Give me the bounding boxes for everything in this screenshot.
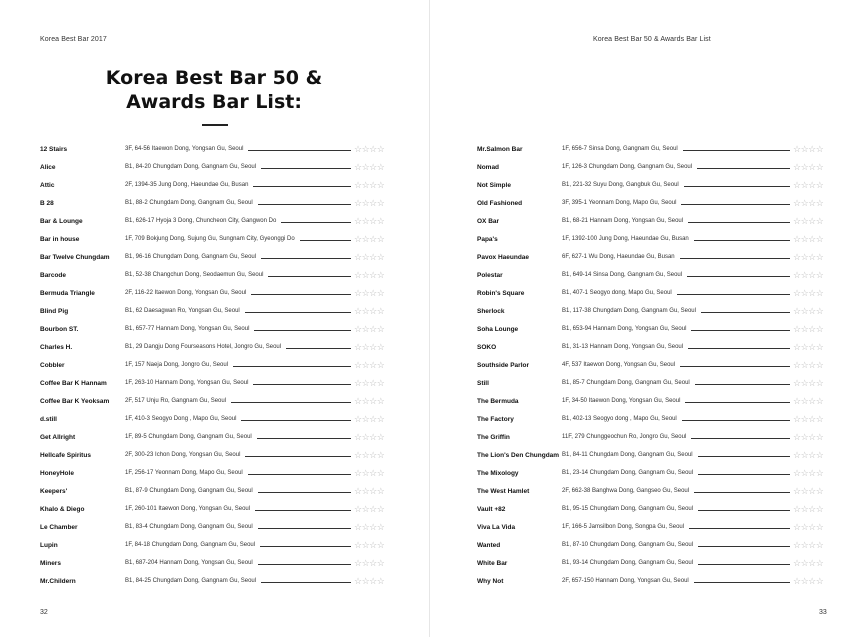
bar-address: B1, 84-20 Chungdam Dong, Gangnam Gu, Seoul <box>125 164 257 170</box>
bar-address: 2F, 300-23 Ichon Dong, Yongsan Gu, Seoul <box>125 452 241 458</box>
bar-name: The West Hamlet <box>477 488 530 495</box>
bar-name: 12 Stairs <box>40 146 68 153</box>
bar-address: 1F, 84-18 Chungdam Dong, Gangnam Gu, Seoul <box>125 542 256 548</box>
bar-row <box>0 449 430 463</box>
bar-row <box>430 143 860 157</box>
bar-row <box>430 557 860 571</box>
bar-row <box>0 485 430 499</box>
bar-name: Soha Lounge <box>477 326 519 333</box>
leader-line <box>253 384 351 385</box>
bar-name: Pavox Haeundae <box>477 254 530 261</box>
leader-line <box>691 330 790 331</box>
rating-stars-icon: ☆☆☆☆ <box>793 360 824 370</box>
bar-address: B1, 407-1 Seogyo dong, Mapo Gu, Seoul <box>562 290 672 296</box>
bar-row <box>0 269 430 283</box>
leader-line <box>688 222 790 223</box>
bar-address: B1, 84-11 Chungdam Dong, Gangnam Gu, Seoul <box>562 452 693 458</box>
leader-line <box>258 564 351 565</box>
bar-address: B1, 88-2 Chungdam Dong, Gangnam Gu, Seoul <box>125 200 253 206</box>
bar-address: B1, 84-25 Chungdam Dong, Gangnam Gu, Seoul <box>125 578 257 584</box>
bar-name: Le Chamber <box>40 524 78 531</box>
rating-stars-icon: ☆☆☆☆ <box>793 324 824 334</box>
bar-row <box>0 395 430 409</box>
bar-name: Get Allright <box>40 434 76 441</box>
leader-line <box>258 492 351 493</box>
bar-name: Vault +82 <box>477 506 506 513</box>
bar-address: 6F, 627-1 Wu Dong, Haeundae Gu, Busan <box>562 254 675 260</box>
leader-line <box>248 474 351 475</box>
bar-address: 2F, 662-38 Banghwa Dong, Gangseo Gu, Seoul <box>562 488 690 494</box>
bar-row <box>0 143 430 157</box>
bar-row <box>430 251 860 265</box>
bar-row <box>0 413 430 427</box>
rating-stars-icon: ☆☆☆☆ <box>793 288 824 298</box>
page-number-right: 33 <box>819 609 827 616</box>
leader-line <box>245 312 351 313</box>
bar-address: 3F, 395-1 Yeonnam Dong, Mapo Gu, Seoul <box>562 200 677 206</box>
title-line-1: Korea Best Bar 50 & <box>105 67 323 89</box>
bar-row <box>0 287 430 301</box>
bar-row <box>0 197 430 211</box>
bar-row <box>430 431 860 445</box>
leader-line <box>681 204 790 205</box>
bar-name: Mr.Childern <box>40 578 76 585</box>
leader-line <box>694 492 790 493</box>
bar-name: d.still <box>40 416 57 423</box>
bar-address: 3F, 64-56 Itaewon Dong, Yongsan Gu, Seoul <box>125 146 244 152</box>
bar-name: Polestar <box>477 272 503 279</box>
right-page <box>430 0 860 637</box>
bar-name: The Mixology <box>477 470 519 477</box>
leader-line <box>254 330 351 331</box>
bar-name: Miners <box>40 560 61 567</box>
leader-line <box>694 240 790 241</box>
rating-stars-icon: ☆☆☆☆ <box>354 342 385 352</box>
bar-row <box>0 179 430 193</box>
bar-address: B1, 402-13 Seogyo dong , Mapo Gu, Seoul <box>562 416 677 422</box>
rating-stars-icon: ☆☆☆☆ <box>354 162 385 172</box>
bar-name: White Bar <box>477 560 508 567</box>
bar-row <box>0 233 430 247</box>
rating-stars-icon: ☆☆☆☆ <box>793 180 824 190</box>
leader-line <box>251 294 351 295</box>
rating-stars-icon: ☆☆☆☆ <box>793 558 824 568</box>
leader-line <box>689 528 790 529</box>
leader-line <box>300 240 351 241</box>
bar-address: 1F, 256-17 Yeonnam Dong, Mapo Gu, Seoul <box>125 470 243 476</box>
leader-line <box>687 276 790 277</box>
leader-line <box>688 348 790 349</box>
rating-stars-icon: ☆☆☆☆ <box>354 468 385 478</box>
leader-line <box>682 420 790 421</box>
bar-row <box>0 575 430 589</box>
bar-name: Bourbon ST. <box>40 326 79 333</box>
leader-line <box>261 168 351 169</box>
bar-row <box>430 377 860 391</box>
bar-name: Coffee Bar K Hannam <box>40 380 107 387</box>
rating-stars-icon: ☆☆☆☆ <box>793 522 824 532</box>
rating-stars-icon: ☆☆☆☆ <box>354 216 385 226</box>
bar-address: 1F, 263-10 Hannam Dong, Yongsan Gu, Seoul <box>125 380 249 386</box>
rating-stars-icon: ☆☆☆☆ <box>793 450 824 460</box>
rating-stars-icon: ☆☆☆☆ <box>793 162 824 172</box>
rating-stars-icon: ☆☆☆☆ <box>793 378 824 388</box>
bar-row <box>430 485 860 499</box>
bar-row <box>430 467 860 481</box>
bar-row <box>430 521 860 535</box>
bar-name: HoneyHole <box>40 470 74 477</box>
bar-address: B1, 23-14 Chungdam Dong, Gangnam Gu, Seoul <box>562 470 694 476</box>
bar-name: Lupin <box>40 542 58 549</box>
bar-address: 2F, 517 Unju Ro, Gangnam Gu, Seoul <box>125 398 227 404</box>
bar-name: OX Bar <box>477 218 500 225</box>
bar-row <box>0 323 430 337</box>
bar-name: The Griffin <box>477 434 510 441</box>
bar-row <box>430 503 860 517</box>
bar-name: Viva La Vida <box>477 524 516 531</box>
leader-line <box>286 348 351 349</box>
running-head-right: Korea Best Bar 50 & Awards Bar List <box>593 36 711 43</box>
bar-row <box>0 557 430 571</box>
leader-line <box>248 150 351 151</box>
bar-address: 1F, 34-50 Itaewon Dong, Yongsan Gu, Seoul <box>562 398 681 404</box>
rating-stars-icon: ☆☆☆☆ <box>793 234 824 244</box>
bar-name: The Lion's Den Chungdam <box>477 452 560 459</box>
bar-row <box>430 413 860 427</box>
leader-line <box>261 582 351 583</box>
leader-line <box>677 294 790 295</box>
leader-line <box>698 510 790 511</box>
bar-row <box>430 359 860 373</box>
bar-name: The Bermuda <box>477 398 519 405</box>
bar-row <box>430 575 860 589</box>
rating-stars-icon: ☆☆☆☆ <box>354 504 385 514</box>
leader-line <box>697 168 790 169</box>
bar-row <box>430 161 860 175</box>
bar-address: 1F, 126-3 Chungdam Dong, Gangnam Gu, Seoul <box>562 164 693 170</box>
bar-address: B1, 29 Dangju Dong Fourseasons Hotel, Jongro Gu, Seoul <box>125 344 282 350</box>
rating-stars-icon: ☆☆☆☆ <box>793 216 824 226</box>
leader-line <box>698 474 790 475</box>
leader-line <box>683 150 790 151</box>
page-number-left: 32 <box>40 609 48 616</box>
leader-line <box>691 438 790 439</box>
bar-name: SOKO <box>477 344 497 351</box>
rating-stars-icon: ☆☆☆☆ <box>354 576 385 586</box>
bar-address: 2F, 657-150 Hannam Dong, Yongsan Gu, Seoul <box>562 578 689 584</box>
leader-line <box>698 456 790 457</box>
bar-address: B1, 62 Daesagwan Ro, Yongsan Gu, Seoul <box>125 308 240 314</box>
rating-stars-icon: ☆☆☆☆ <box>354 432 385 442</box>
leader-line <box>680 366 790 367</box>
bar-name: Bar & Lounge <box>40 218 83 225</box>
bar-row <box>0 503 430 517</box>
rating-stars-icon: ☆☆☆☆ <box>793 198 824 208</box>
rating-stars-icon: ☆☆☆☆ <box>354 360 385 370</box>
rating-stars-icon: ☆☆☆☆ <box>354 234 385 244</box>
leader-line <box>255 510 351 511</box>
bar-name: Bar in house <box>40 236 80 243</box>
bar-name: Why Not <box>477 578 504 585</box>
rating-stars-icon: ☆☆☆☆ <box>354 306 385 316</box>
bar-address: B1, 653-94 Hannam Dong, Yongsan Gu, Seoul <box>562 326 687 332</box>
leader-line <box>245 456 351 457</box>
rating-stars-icon: ☆☆☆☆ <box>354 378 385 388</box>
bar-name: Barcode <box>40 272 67 279</box>
rating-stars-icon: ☆☆☆☆ <box>354 522 385 532</box>
rating-stars-icon: ☆☆☆☆ <box>354 414 385 424</box>
rating-stars-icon: ☆☆☆☆ <box>793 252 824 262</box>
rating-stars-icon: ☆☆☆☆ <box>793 486 824 496</box>
leader-line <box>698 564 790 565</box>
bar-row <box>430 269 860 283</box>
bar-row <box>0 251 430 265</box>
bar-address: B1, 117-38 Chungdam Dong, Gangnam Gu, Seoul <box>562 308 696 314</box>
bar-address: B1, 85-7 Chungdam Dong, Gangnam Gu, Seoul <box>562 380 690 386</box>
page-title <box>100 66 328 114</box>
bar-address: B1, 68-21 Hannam Dong, Yongsan Gu, Seoul <box>562 218 684 224</box>
bar-row <box>430 323 860 337</box>
bar-name: Robin's Square <box>477 290 525 297</box>
rating-stars-icon: ☆☆☆☆ <box>354 270 385 280</box>
leader-line <box>257 438 351 439</box>
rating-stars-icon: ☆☆☆☆ <box>793 540 824 550</box>
rating-stars-icon: ☆☆☆☆ <box>793 432 824 442</box>
bar-row <box>0 359 430 373</box>
leader-line <box>684 186 790 187</box>
bar-name: Alice <box>40 164 56 171</box>
leader-line <box>231 402 351 403</box>
rating-stars-icon: ☆☆☆☆ <box>793 504 824 514</box>
bar-name: Still <box>477 380 489 387</box>
rating-stars-icon: ☆☆☆☆ <box>354 252 385 262</box>
bar-address: B1, 31-13 Hannam Dong, Yongsan Gu, Seoul <box>562 344 684 350</box>
rating-stars-icon: ☆☆☆☆ <box>354 288 385 298</box>
leader-line <box>685 402 790 403</box>
bar-name: Southside Parlor <box>477 362 530 369</box>
bar-row <box>0 521 430 535</box>
bar-row <box>430 233 860 247</box>
bar-address: 1F, 89-5 Chungdam Dong, Gangnam Gu, Seoul <box>125 434 252 440</box>
leader-line <box>258 204 351 205</box>
leader-line <box>253 186 351 187</box>
bar-row <box>0 539 430 553</box>
leader-line <box>260 546 351 547</box>
rating-stars-icon: ☆☆☆☆ <box>354 558 385 568</box>
bar-name: Hellcafe Spiritus <box>40 452 91 459</box>
bar-name: Mr.Salmon Bar <box>477 146 523 153</box>
bar-address: 1F, 656-7 Sinsa Dong, Gangnam Gu, Seoul <box>562 146 678 152</box>
bar-row <box>430 305 860 319</box>
bar-row <box>430 215 860 229</box>
bar-address: B1, 87-10 Chungdam Dong, Gangnam Gu, Seoul <box>562 542 694 548</box>
bar-address: 1F, 260-101 Itaewon Dong, Yongsan Gu, Seoul <box>125 506 251 512</box>
bar-address: 2F, 1394-35 Jung Dong, Haeundae Gu, Busan <box>125 182 249 188</box>
bar-name: Coffee Bar K Yeoksam <box>40 398 110 405</box>
leader-line <box>701 312 790 313</box>
rating-stars-icon: ☆☆☆☆ <box>354 450 385 460</box>
bar-name: Papa's <box>477 236 498 243</box>
rating-stars-icon: ☆☆☆☆ <box>354 180 385 190</box>
bar-row <box>0 467 430 481</box>
bar-name: Not Simple <box>477 182 511 189</box>
rating-stars-icon: ☆☆☆☆ <box>793 270 824 280</box>
rating-stars-icon: ☆☆☆☆ <box>354 396 385 406</box>
bar-address: B1, 657-77 Hannam Dong, Yongsan Gu, Seoul <box>125 326 250 332</box>
bar-address: B1, 649-14 Sinsa Dong, Gangnam Gu, Seoul <box>562 272 683 278</box>
rating-stars-icon: ☆☆☆☆ <box>354 486 385 496</box>
bar-name: Bar Twelve Chungdam <box>40 254 110 261</box>
bar-name: Khalo & Diego <box>40 506 85 513</box>
leader-line <box>233 366 351 367</box>
bar-address: 2F, 116-22 Itaewon Dong, Yongsan Gu, Seoul <box>125 290 247 296</box>
leader-line <box>695 384 790 385</box>
bar-row <box>430 341 860 355</box>
bar-address: 1F, 157 Naeja Dong, Jongro Gu, Seoul <box>125 362 229 368</box>
bar-address: B1, 52-38 Changchun Dong, Seodaemun Gu, Seoul <box>125 272 264 278</box>
title-line-2: Awards Bar List: <box>126 91 302 113</box>
bar-row <box>430 449 860 463</box>
bar-name: Blind Pig <box>40 308 69 315</box>
bar-address: B1, 83-4 Chungdam Dong, Gangnam Gu, Seoul <box>125 524 253 530</box>
rating-stars-icon: ☆☆☆☆ <box>793 144 824 154</box>
bar-name: Attic <box>40 182 55 189</box>
rating-stars-icon: ☆☆☆☆ <box>793 342 824 352</box>
rating-stars-icon: ☆☆☆☆ <box>793 396 824 406</box>
bar-row <box>0 341 430 355</box>
bar-row <box>0 215 430 229</box>
bar-row <box>0 305 430 319</box>
bar-name: Nomad <box>477 164 500 171</box>
bar-row <box>0 377 430 391</box>
bar-address: B1, 626-17 Hyoja 3 Dong, Chuncheon City, Gangwon Do <box>125 218 277 224</box>
bar-name: Wanted <box>477 542 501 549</box>
bar-address: B1, 96-16 Chungdam Dong, Gangnam Gu, Seoul <box>125 254 257 260</box>
bar-row <box>430 197 860 211</box>
bar-name: Keepers' <box>40 488 68 495</box>
bar-address: 1F, 1392-100 Jung Dong, Haeundae Gu, Busan <box>562 236 689 242</box>
bar-name: Sherlock <box>477 308 505 315</box>
bar-address: 1F, 709 Bokjung Dong, Sujung Gu, Sungnam City, Gyeonggi Do <box>125 236 295 242</box>
bar-address: 1F, 410-3 Seogyo Dong , Mapo Gu, Seoul <box>125 416 237 422</box>
leader-line <box>258 528 351 529</box>
bar-address: 11F, 279 Chunggeochun Ro, Jongro Gu, Seoul <box>562 434 687 440</box>
bar-name: Charles H. <box>40 344 73 351</box>
bar-address: 1F, 166-5 Jamsilbon Dong, Songpa Gu, Seoul <box>562 524 685 530</box>
leader-line <box>241 420 351 421</box>
bar-address: 4F, 537 Itaewon Dong, Yongsan Gu, Seoul <box>562 362 676 368</box>
bar-row <box>430 179 860 193</box>
rating-stars-icon: ☆☆☆☆ <box>354 198 385 208</box>
bar-address: B1, 93-14 Chungdam Dong, Gangnam Gu, Seoul <box>562 560 694 566</box>
bar-name: Cobbler <box>40 362 65 369</box>
bar-name: B 28 <box>40 200 54 207</box>
bar-name: Old Fashioned <box>477 200 523 207</box>
leader-line <box>680 258 790 259</box>
leader-line <box>698 546 790 547</box>
rating-stars-icon: ☆☆☆☆ <box>354 144 385 154</box>
bar-address: B1, 687-204 Hannam Dong, Yongsan Gu, Seoul <box>125 560 253 566</box>
rating-stars-icon: ☆☆☆☆ <box>793 468 824 478</box>
bar-address: B1, 221-32 Suyu Dong, Gangbuk Gu, Seoul <box>562 182 679 188</box>
bar-name: The Factory <box>477 416 514 423</box>
leader-line <box>694 582 790 583</box>
bar-row <box>0 431 430 445</box>
bar-row <box>430 395 860 409</box>
running-head-left: Korea Best Bar 2017 <box>40 36 107 43</box>
leader-line <box>281 222 351 223</box>
rating-stars-icon: ☆☆☆☆ <box>793 306 824 316</box>
rating-stars-icon: ☆☆☆☆ <box>354 324 385 334</box>
rating-stars-icon: ☆☆☆☆ <box>793 414 824 424</box>
leader-line <box>268 276 351 277</box>
bar-row <box>430 539 860 553</box>
bar-address: B1, 95-15 Chungdam Dong, Gangnam Gu, Seoul <box>562 506 694 512</box>
bar-name: Bermuda Triangle <box>40 290 95 297</box>
bar-row <box>430 287 860 301</box>
rating-stars-icon: ☆☆☆☆ <box>354 540 385 550</box>
leader-line <box>261 258 351 259</box>
title-underline <box>202 124 228 126</box>
bar-row <box>0 161 430 175</box>
rating-stars-icon: ☆☆☆☆ <box>793 576 824 586</box>
bar-address: B1, 87-9 Chungdam Dong, Gangnam Gu, Seoul <box>125 488 253 494</box>
left-page <box>0 0 430 637</box>
